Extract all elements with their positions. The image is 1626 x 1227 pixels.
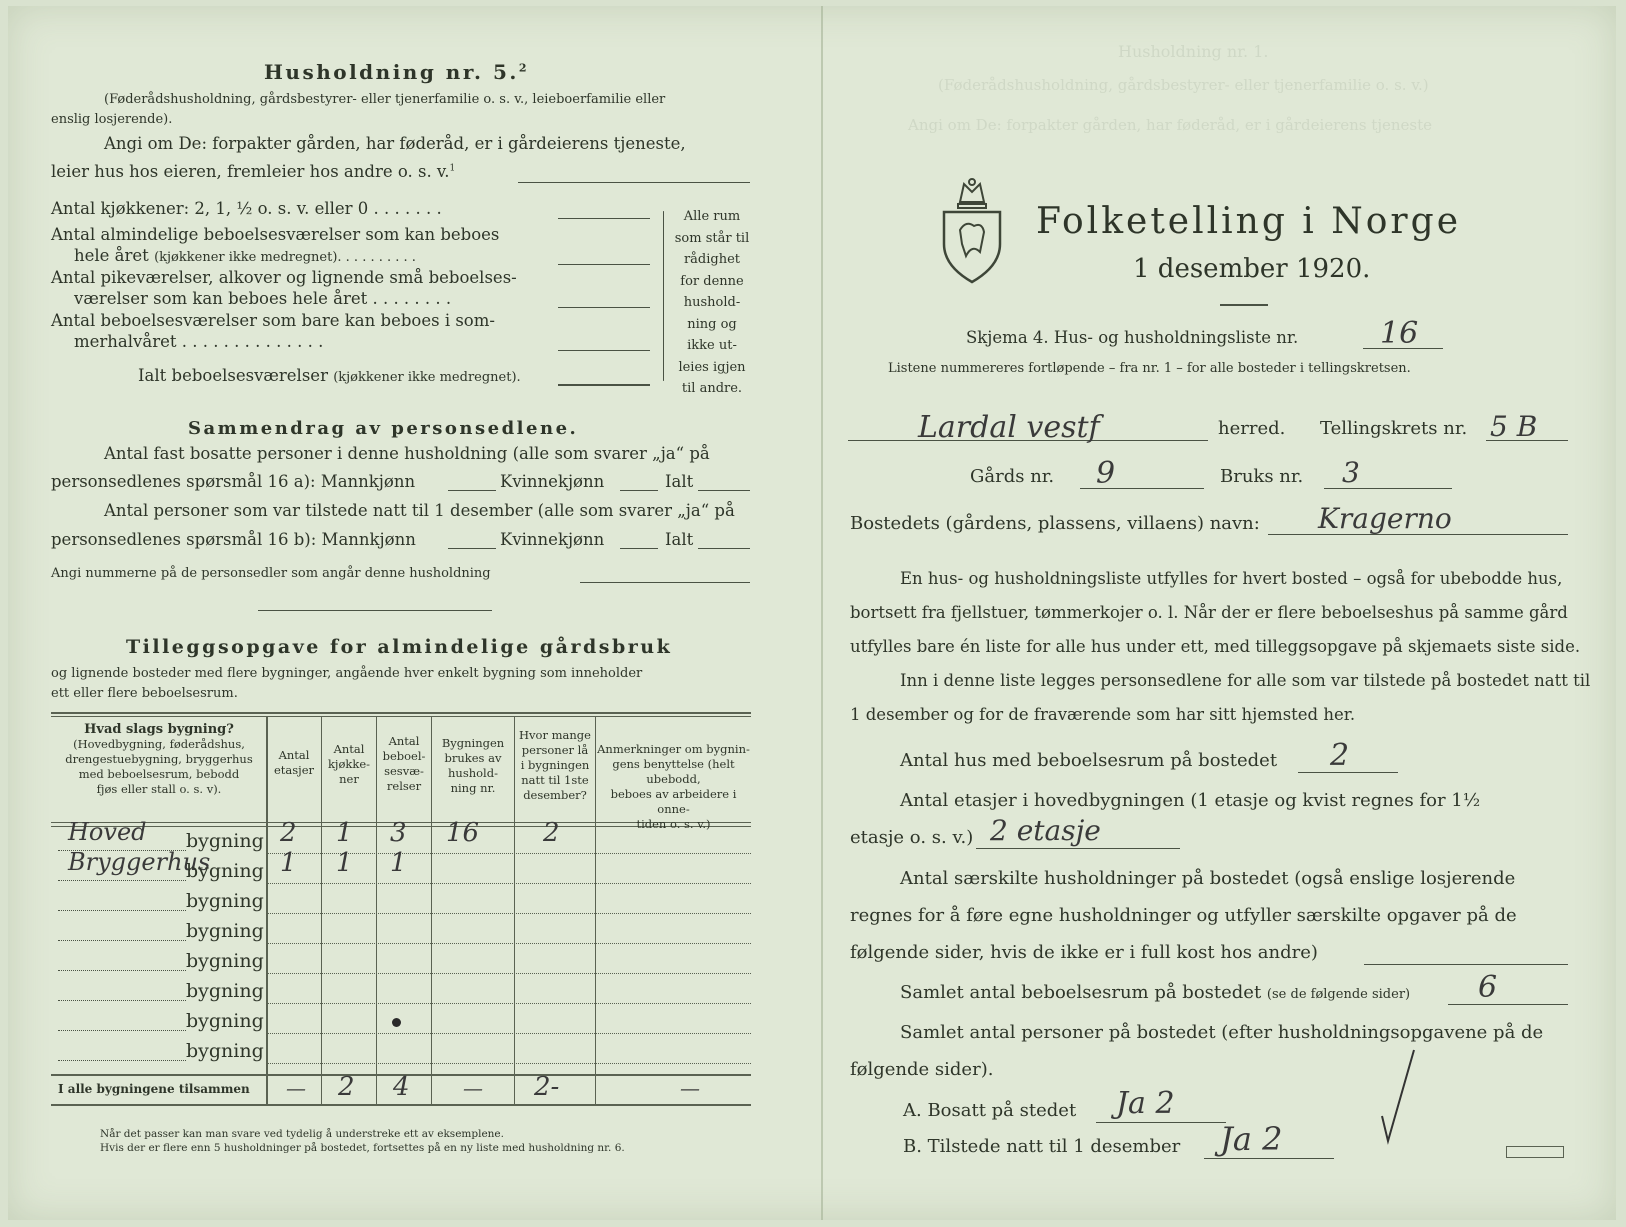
divider: [1220, 304, 1268, 306]
info-text: Inn i denne liste legges personsedlene for alle som var tilstede på bostedet natt til: [900, 671, 1591, 690]
answer-line: [1448, 1004, 1568, 1005]
answer-line: [698, 548, 750, 549]
info-text: 1 desember og for de fraværende som har sitt hjemsted her.: [850, 705, 1356, 724]
angi-text: leier hus hos eieren, fremleier hos andre o. s. v.$^1$: [51, 162, 456, 181]
footnote: Hvis der er flere enn 5 husholdninger på bostedet, fortsettes på en ny liste med husholdning nr. 6.: [100, 1142, 625, 1154]
info-text: En hus- og husholdningsliste utfylles for hvert bosted – også for ubebodde hus,: [900, 569, 1563, 588]
bruks-value: 3: [1342, 456, 1360, 489]
q-rooms: Samlet antal beboelsesrum på bostedet: [900, 982, 1262, 1003]
answer-line: [620, 490, 658, 491]
cell-personer: 2: [543, 818, 560, 848]
herred-value: Lardal vestf: [918, 410, 1100, 445]
bygning-label: bygning: [186, 920, 264, 942]
cell-kjokken: 1: [336, 848, 353, 878]
bygning-label: bygning: [186, 830, 264, 852]
answer-line: [580, 582, 750, 583]
answer-line: [58, 940, 186, 941]
building-name: Hoved: [68, 818, 147, 846]
farm-text: og lignende bosteder med flere bygninger, angående hver enkelt bygning som inneholder: [51, 666, 643, 681]
answer-line: [558, 384, 650, 386]
maid-rooms-label: værelser som kan beboes hele året . . . . . . . .: [74, 289, 452, 308]
numbering-note: Listene nummereres fortløpende – fra nr. 1 – for alle bosteder i tellingskretsen.: [888, 361, 1411, 376]
answer-line: [448, 490, 496, 491]
summer-rooms-label: Antal beboelsesværelser som bare kan beboes i som-: [51, 311, 495, 330]
summary-text: Angi nummerne på de personsedler som angår denne husholdning: [51, 566, 491, 581]
checkmark-icon: [1378, 1046, 1418, 1146]
total-etasjer: —: [286, 1076, 306, 1100]
summary-heading: Sammendrag av personsedlene.: [188, 418, 579, 439]
total-vaerelser: 4: [393, 1072, 410, 1102]
answer-line: [1364, 964, 1568, 965]
row-line: [266, 883, 751, 884]
answer-line: [976, 848, 1180, 849]
printer-stamp: [1506, 1146, 1564, 1158]
total-rooms-label: Ialt beboelsesværelser: [138, 366, 328, 385]
bygning-label: bygning: [186, 950, 264, 972]
maid-rooms-label: Antal pikeværelser, alkover og lignende små beboelses-: [51, 268, 517, 287]
answer-line: [620, 548, 658, 549]
brace: [663, 211, 664, 381]
bleed-through-text: (Føderådshusholdning, gårdsbestyrer- eller tjenerfamilie o. s. v.): [938, 76, 1429, 94]
bosted-label: Bostedets (gårdens, plassens, villaens) navn:: [850, 513, 1260, 534]
a-houses: 2: [1330, 738, 1350, 773]
cell-etasjer: 1: [280, 848, 297, 878]
total-hush: —: [463, 1076, 483, 1100]
bosted-value: Kragerno: [1318, 502, 1452, 535]
answer-line: [518, 182, 750, 183]
total-personer: 2-: [534, 1072, 560, 1102]
q-persons: følgende sider).: [850, 1059, 994, 1080]
row-line: [266, 973, 751, 974]
bygning-label: bygning: [186, 980, 264, 1002]
answer-line: [448, 548, 496, 549]
side-note: Alle rum som står til rådighet for denne hushold- ning og ikke ut- leies igjen til andre.: [674, 209, 750, 396]
bleed-through-text: Angi om De: forpakter gården, har føderåd, er i gårdeierens tjeneste: [908, 116, 1433, 134]
household-title: Husholdning nr. 5.$^2$: [264, 60, 529, 84]
kitchens-label: Antal kjøkkener: 2, 1, ½ o. s. v. eller 0 . . . . . . .: [51, 199, 442, 218]
bygning-label: bygning: [186, 860, 264, 882]
cell-vaerelser: 1: [390, 848, 407, 878]
row-line: [266, 1063, 751, 1064]
census-sheet: Husholdning nr. 1. (Føderådshusholdning, gårdsbestyrer- eller tjenerfamilie o. s. v.) Angi om De: forpakter gården, har føderåd, er i gårdeierens tjeneste Husholdning nr. 5.$^2$ (Føderådshusholdning, gårdsbestyrer- eller tjenerfamilie o. s. v., leieboerfamilie eller enslig losjerende). Angi om De: forpakter gården, har føderåd, er i gårdeierens tjeneste, leier hus hos eieren, fremleier hos andre o. s. v.$^1$ Antal kjøkkener: 2, 1, ½ o. s. v. eller 0 . . . . . . . Antal almindelige beboelsesværelser som kan beboes hele året (kjøkkener ikke medregnet). . . . . . . . . . Antal pikeværelser, alkover og lignende små beboelses- værelser som kan beboes hele året . . . . . . . . Antal beboelsesværelser som bare kan beboes i som- merhalvåret . . . . . . . . . . . . . . Ialt beboelsesværelser (kjøkkener ikke medregnet). Alle rum som står til rådighet for denne hushold- ning og ikke ut- leies igjen til andre. Sammendrag av personsedlene. Antal fast bosatte personer i denne husholdning (alle som svarer „ja“ på personsedlenes spørsmål 16 a): Mannkjønn Kvinnekjønn Ialt Antal personer som var tilstede natt til 1 desember (alle som svarer „ja“ på personsedlenes spørsmål 16 b): Mannkjønn Kvinnekjønn Ialt Angi nummerne på de personsedler som angår denne husholdning Tilleggsopgave for almindelige gårdsbruk og lignende bosteder med flere bygninger, angående hver enkelt bygning som inneholder ett eller flere beboelsesrum. Hvad slags bygning? (Hovedbygning, føderådshus, drengestuebygning, bryggerhus med beboelsesrum, bebodd fjøs eller stall o. s. v). Antal etasjer Antal kjøkke- ner Antal beboel- sesvæ- relser Bygningen brukes av hushold- ning nr. Hvor mange personer lå i bygningen natt til 1ste desember? Anmerkninger om bygnin- gens benyttelse (helt ubebodd, beboes av arbeidere i onne- tiden o. s. v.) Hoved bygning 2 1 3 16 2 Bryggerhus bygning 1 1 1 bygning bygning bygning bygning bygning bygning I alle bygningene tilsammen — 2 4 — 2- — Når det passer kan man svare ved tydelig å understreke ett av eksemplene. Hvis der er flere enn 5 husholdninger på bostedet, fortsettes på en ny liste med husholdning nr. 6. Folketelling i Norge 1 desember 1920. Skjema 4. Hus- og husholdningsliste nr. 16 Listene nummereres fortløpende – fra nr. 1 – for alle bosteder i tellingskretsen. Lardal vestf herred. Tellingskrets nr. 5 B Gårds nr. 9 Bruks nr. 3 Bostedets (gårdens, plassens, villaens) navn: Kragerno En hus- og husholdningsliste utfylles for hvert bosted – også for ubebodde hus, bortsett fra fjellstuer, tømmerkojer o. l. Når der er flere beboelseshus på samme gård utfylles bare én liste for alle hus under ett, med tilleggsopgave på skjemaets siste side. Inn i denne liste legges personsedlene for alle som var tilstede på bostedet natt til 1 desember og for de fraværende som har sitt hjemsted her. Antal hus med beboelsesrum på bostedet 2 Antal etasjer i hovedbygningen (1 etasje og kvist regnes for 1½ etasje o. s. v.) 2 etasje Antal særskilte husholdninger på bostedet (også enslige losjerende regnes for å føre egne husholdninger og utfyller særskilte opgaver på de følgende sider, hvis de ikke er i full kost hos andre) Samlet antal beboelsesrum på bostedet (se de følgende sider) 6 Samlet antal personer på bostedet (efter husholdningsopgavene på de følgende sider). A. Bosatt på stedet Ja 2 B. Tilstede natt til 1 desember Ja 2: [8, 6, 1616, 1220]
row-line: [266, 1033, 751, 1034]
bygning-label: bygning: [186, 1010, 264, 1032]
intro-text: enslig losjerende).: [51, 112, 173, 127]
summary-text: Ialt: [665, 530, 694, 549]
answer-line: [58, 910, 186, 911]
bleed-through-text: Husholdning nr. 1.: [1118, 42, 1269, 61]
bruks-label: Bruks nr.: [1220, 466, 1304, 487]
bygning-label: bygning: [186, 890, 264, 912]
answer-line: [1204, 1158, 1334, 1159]
b-value: Ja 2: [1220, 1120, 1283, 1158]
gards-value: 9: [1096, 456, 1116, 491]
herred-label: herred.: [1218, 418, 1286, 439]
info-text: utfylles bare én liste for alle hus under ett, med tilleggsopgave på skjemaets siste side.: [850, 637, 1581, 656]
row-line: [266, 1003, 751, 1004]
a-value: Ja 2: [1116, 1086, 1175, 1121]
summary-text: Antal personer som var tilstede natt til 1 desember (alle som svarer „ja“ på: [104, 501, 735, 520]
summary-text: Antal fast bosatte personer i denne husholdning (alle som svarer „ja“ på: [104, 444, 710, 463]
q-households: regnes for å føre egne husholdninger og utfyller særskilte opgaver på de: [850, 905, 1517, 926]
cell-etasjer: 2: [280, 818, 297, 848]
row-line: [266, 943, 751, 944]
bygning-label: bygning: [186, 1040, 264, 1062]
answer-line: [58, 1000, 186, 1001]
answer-line: [58, 1060, 186, 1061]
schema-number: 16: [1380, 316, 1419, 351]
total-kjokken: 2: [338, 1072, 355, 1102]
coat-of-arms-icon: [936, 174, 1008, 286]
info-text: bortsett fra fjellstuer, tømmerkojer o. l. Når der er flere beboelseshus på samme gård: [850, 603, 1568, 622]
page-fold: [821, 6, 823, 1220]
answer-line: [698, 490, 750, 491]
farm-text: ett eller flere beboelsesrum.: [51, 686, 238, 701]
answer-line: [558, 218, 650, 219]
a-rooms: 6: [1478, 970, 1498, 1005]
angi-text: Angi om De: forpakter gården, har føderåd, er i gårdeierens tjeneste,: [104, 134, 686, 153]
summer-rooms-label: merhalvåret . . . . . . . . . . . . . .: [74, 332, 324, 351]
q-floors: etasje o. s. v.): [850, 827, 974, 848]
summary-text: Kvinnekjønn: [500, 530, 605, 549]
divider: [258, 610, 492, 611]
cell-hush: 16: [446, 818, 480, 848]
answer-line: [1096, 1122, 1226, 1123]
census-date: 1 desember 1920.: [1133, 254, 1371, 284]
census-title: Folketelling i Norge: [1036, 201, 1461, 242]
q-floors: Antal etasjer i hovedbygningen (1 etasje og kvist regnes for 1½: [900, 790, 1481, 811]
a-floors: 2 etasje: [990, 814, 1101, 847]
cell-kjokken: 1: [336, 818, 353, 848]
krets-label: Tellingskrets nr.: [1320, 418, 1468, 439]
answer-line: [558, 350, 650, 351]
answer-line: [58, 880, 186, 881]
summary-text: personsedlenes spørsmål 16 b): Mannkjønn: [51, 530, 416, 549]
q-persons: Samlet antal personer på bostedet (efter husholdningsopgavene på de: [900, 1022, 1544, 1043]
total-anm: —: [680, 1076, 700, 1100]
answer-line: [558, 307, 650, 308]
q-houses: Antal hus med beboelsesrum på bostedet: [900, 750, 1278, 771]
footnote: Når det passer kan man svare ved tydelig å understreke ett av eksemplene.: [100, 1128, 504, 1140]
row-line: [266, 913, 751, 914]
cell-vaerelser: 3: [390, 818, 407, 848]
schema-label: Skjema 4. Hus- og husholdningsliste nr.: [966, 328, 1299, 347]
gards-label: Gårds nr.: [970, 466, 1055, 487]
ink-dot: [392, 1018, 401, 1027]
summary-text: Ialt: [665, 472, 694, 491]
b-label: B. Tilstede natt til 1 desember: [903, 1136, 1181, 1157]
q-households: følgende sider, hvis de ikke er i full kost hos andre): [850, 942, 1318, 963]
summary-text: Kvinnekjønn: [500, 472, 605, 491]
ordinary-rooms-label: Antal almindelige beboelsesværelser som kan beboes: [51, 225, 500, 244]
answer-line: [558, 264, 650, 265]
ordinary-rooms-label: hele året: [74, 246, 149, 265]
building-name: Bryggerhus: [68, 848, 211, 876]
totals-label: I alle bygningene tilsammen: [58, 1082, 250, 1096]
answer-line: [58, 1030, 186, 1031]
intro-text: (Føderådshusholdning, gårdsbestyrer- eller tjenerfamilie o. s. v., leieboerfamilie eller: [104, 92, 666, 107]
a-label: A. Bosatt på stedet: [903, 1100, 1077, 1121]
krets-value: 5 B: [1490, 410, 1538, 443]
q-households: Antal særskilte husholdninger på bostedet (også enslige losjerende: [900, 868, 1516, 889]
answer-line: [58, 970, 186, 971]
farm-heading: Tilleggsopgave for almindelige gårdsbruk: [126, 636, 673, 658]
